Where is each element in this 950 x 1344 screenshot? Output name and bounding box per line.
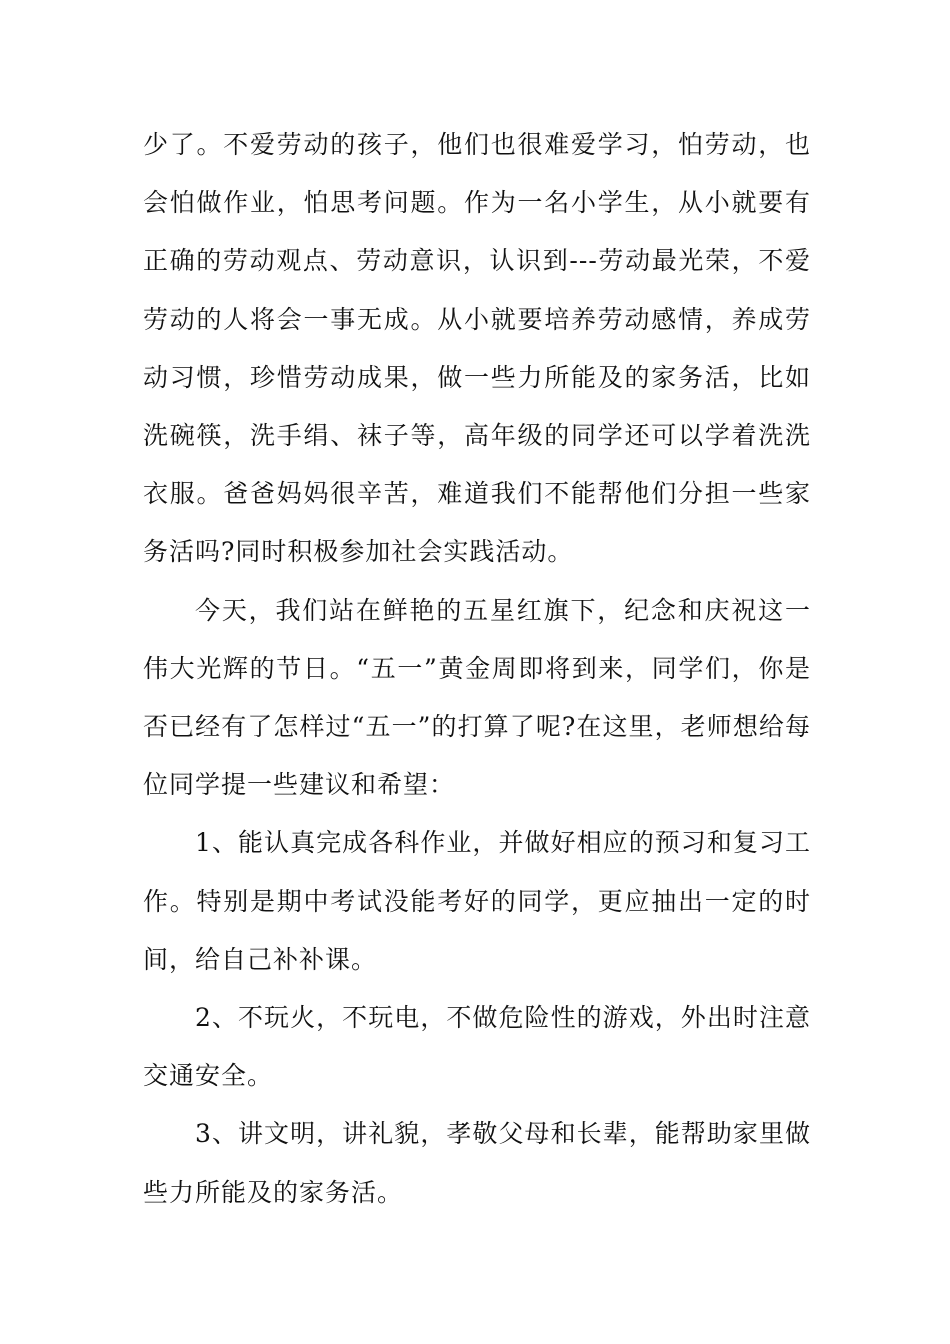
paragraph-suggestion-3: 3、讲文明，讲礼貌，孝敬父母和长辈，能帮助家里做些力所能及的家务活。 [143,1119,811,1207]
paragraph-may-day-greeting: 今天，我们站在鲜艳的五星红旗下，纪念和庆祝这一伟大光辉的节日。“五一”黄金周即将到来，同学们，你是否已经有了怎样过“五一”的打算了呢?在这里，老师想给每位同学提一些建议和希望： [143,595,811,800]
paragraph-suggestion-1: 1、能认真完成各科作业，并做好相应的预习和复习工作。特别是期中考试没能考好的同学，更应抽出一定的时间，给自己补补课。 [143,828,811,974]
paragraph-suggestion-2: 2、不玩火，不玩电，不做危险性的游戏，外出时注意交通安全。 [143,1003,811,1091]
document-body [143,116,811,1222]
paragraph-continuation: 少了。不爱劳动的孩子，他们也很难爱学习，怕劳动，也会怕做作业，怕思考问题。作为一名小学生，从小就要有正确的劳动观点、劳动意识，认识到---劳动最光荣，不爱劳动的人将会一事无成。从小就要培养劳动感情，养成劳动习惯，珍惜劳动成果，做一些力所能及的家务活，比如洗碗筷，洗手绢、袜子等，高年级的同学还可以学着洗洗衣服。爸爸妈妈很辛苦，难道我们不能帮他们分担一些家务活吗?同时积极参加社会实践活动。 [143,130,811,567]
